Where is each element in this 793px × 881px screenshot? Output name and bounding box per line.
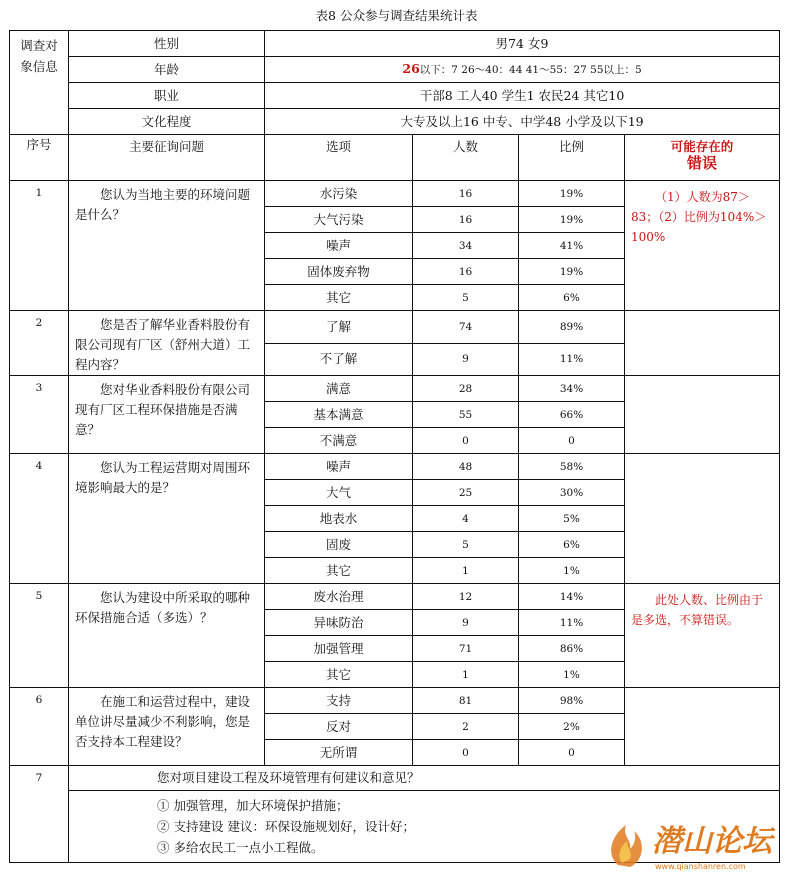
occupation-value: 干部8 工人40 学生1 农民24 其它10 [265, 83, 780, 109]
ratio-cell: 0 [519, 428, 625, 454]
count-cell: 16 [413, 181, 519, 207]
suggestion-item: ② 支持建设 建议：环保设施规划好，设计好； [157, 819, 415, 834]
suggestion-item: ③ 多给农民工一点小工程做。 [157, 840, 324, 855]
occupation-label: 职业 [69, 83, 265, 109]
ratio-cell: 11% [519, 343, 625, 376]
header-option: 选项 [265, 135, 413, 181]
question-number: 2 [10, 311, 69, 376]
age-value-text: 以下：7 26～40：44 41～55：27 55以上：5 [419, 64, 642, 76]
option-cell: 基本满意 [265, 402, 413, 428]
count-cell: 0 [413, 428, 519, 454]
option-cell: 加强管理 [265, 636, 413, 662]
option-cell: 其它 [265, 662, 413, 688]
ratio-cell: 19% [519, 181, 625, 207]
question-text: 您认为当地主要的环境问题是什么？ [69, 181, 265, 311]
count-cell: 9 [413, 343, 519, 376]
ratio-cell: 14% [519, 584, 625, 610]
ratio-cell: 0 [519, 740, 625, 766]
error-note: 此处人数、比例由于是多选，不算错误。 [625, 584, 780, 688]
ratio-cell: 1% [519, 662, 625, 688]
watermark-url: www.qianshanren.com [655, 862, 746, 871]
education-value: 大专及以上16 中专、中学48 小学及以下19 [265, 109, 780, 135]
ratio-cell: 58% [519, 454, 625, 480]
option-cell: 不了解 [265, 343, 413, 376]
ratio-cell: 11% [519, 610, 625, 636]
count-cell: 55 [413, 402, 519, 428]
ratio-cell: 34% [519, 376, 625, 402]
question-text: 您对项目建设工程及环境管理有何建议和意见？ [69, 766, 780, 791]
header-errors-line1: 可能存在的 [670, 139, 734, 154]
count-cell: 5 [413, 532, 519, 558]
question-number: 3 [10, 376, 69, 454]
table-row [10, 766, 780, 791]
option-cell: 反对 [265, 714, 413, 740]
count-cell: 16 [413, 259, 519, 285]
ratio-cell: 30% [519, 480, 625, 506]
count-cell: 9 [413, 610, 519, 636]
question-number: 7 [10, 766, 69, 863]
question-text: 在施工和运营过程中，建设单位讲尽量减少不利影响，您是否支持本工程建设？ [69, 688, 265, 766]
flame-logo-icon [611, 825, 642, 867]
table-row [10, 181, 780, 207]
question-number: 4 [10, 454, 69, 584]
count-cell: 0 [413, 740, 519, 766]
count-cell: 48 [413, 454, 519, 480]
table-row [10, 454, 780, 480]
question-text: 您对华业香料股份有限公司现有厂区工程环保措施是否满意？ [69, 376, 265, 454]
table-title: 表8 公众参与调查结果统计表 [315, 8, 478, 23]
ratio-cell: 5% [519, 506, 625, 532]
ratio-cell: 6% [519, 285, 625, 311]
respondent-section-label: 调查对象信息 [10, 31, 69, 135]
question-number: 6 [10, 688, 69, 766]
error-note [625, 688, 780, 766]
header-no: 序号 [10, 135, 69, 181]
option-cell: 了解 [265, 311, 413, 344]
error-note [625, 311, 780, 376]
ratio-cell: 98% [519, 688, 625, 714]
count-cell: 16 [413, 207, 519, 233]
ratio-cell: 2% [519, 714, 625, 740]
age-value [265, 57, 780, 83]
option-cell: 水污染 [265, 181, 413, 207]
ratio-cell: 89% [519, 311, 625, 344]
ratio-cell: 19% [519, 207, 625, 233]
ratio-cell: 41% [519, 233, 625, 259]
count-cell: 4 [413, 506, 519, 532]
survey-table [9, 30, 780, 863]
age-label: 年龄 [69, 57, 265, 83]
table-row [10, 688, 780, 714]
ratio-cell: 6% [519, 532, 625, 558]
question-number: 1 [10, 181, 69, 311]
count-cell: 28 [413, 376, 519, 402]
count-cell: 74 [413, 311, 519, 344]
question-text: 您认为工程运营期对周围环境影响最大的是？ [69, 454, 265, 584]
header-count: 人数 [413, 135, 519, 181]
gender-label: 性别 [69, 31, 265, 57]
option-cell: 其它 [265, 285, 413, 311]
count-cell: 1 [413, 558, 519, 584]
suggestion-item: ① 加强管理，加大环境保护措施； [157, 798, 349, 813]
option-cell: 废水治理 [265, 584, 413, 610]
question-text: 您是否了解华业香料股份有限公司现有厂区（舒州大道）工程内容？ [69, 311, 265, 376]
ratio-cell: 1% [519, 558, 625, 584]
count-cell: 25 [413, 480, 519, 506]
option-cell: 无所谓 [265, 740, 413, 766]
count-cell: 1 [413, 662, 519, 688]
education-label: 文化程度 [69, 109, 265, 135]
header-errors-line2: 错误 [687, 154, 718, 172]
header-question: 主要征询问题 [69, 135, 265, 181]
header-ratio: 比例 [519, 135, 625, 181]
age-value-prefix: 26 [402, 61, 420, 76]
gender-value: 男74 女9 [265, 31, 780, 57]
ratio-cell: 19% [519, 259, 625, 285]
count-cell: 71 [413, 636, 519, 662]
option-cell: 地表水 [265, 506, 413, 532]
option-cell: 满意 [265, 376, 413, 402]
count-cell: 81 [413, 688, 519, 714]
option-cell: 其它 [265, 558, 413, 584]
option-cell: 固废 [265, 532, 413, 558]
option-cell: 噪声 [265, 233, 413, 259]
table-row [10, 376, 780, 402]
error-note [625, 454, 780, 584]
ratio-cell: 66% [519, 402, 625, 428]
option-cell: 大气污染 [265, 207, 413, 233]
question-text: 您认为建设中所采取的哪种环保措施合适（多选）？ [69, 584, 265, 688]
question-number: 5 [10, 584, 69, 688]
header-errors [625, 135, 780, 181]
table-row [10, 311, 780, 344]
error-note: （1）人数为87＞83；（2）比例为104%＞100% [625, 181, 780, 311]
error-note [625, 376, 780, 454]
count-cell: 34 [413, 233, 519, 259]
count-cell: 2 [413, 714, 519, 740]
table-row [10, 584, 780, 610]
option-cell: 异味防治 [265, 610, 413, 636]
option-cell: 大气 [265, 480, 413, 506]
count-cell: 12 [413, 584, 519, 610]
option-cell: 不满意 [265, 428, 413, 454]
forum-watermark [600, 813, 785, 875]
ratio-cell: 86% [519, 636, 625, 662]
option-cell: 支持 [265, 688, 413, 714]
watermark-text: 潜山论坛 [652, 824, 772, 859]
option-cell: 固体废弃物 [265, 259, 413, 285]
count-cell: 5 [413, 285, 519, 311]
option-cell: 噪声 [265, 454, 413, 480]
